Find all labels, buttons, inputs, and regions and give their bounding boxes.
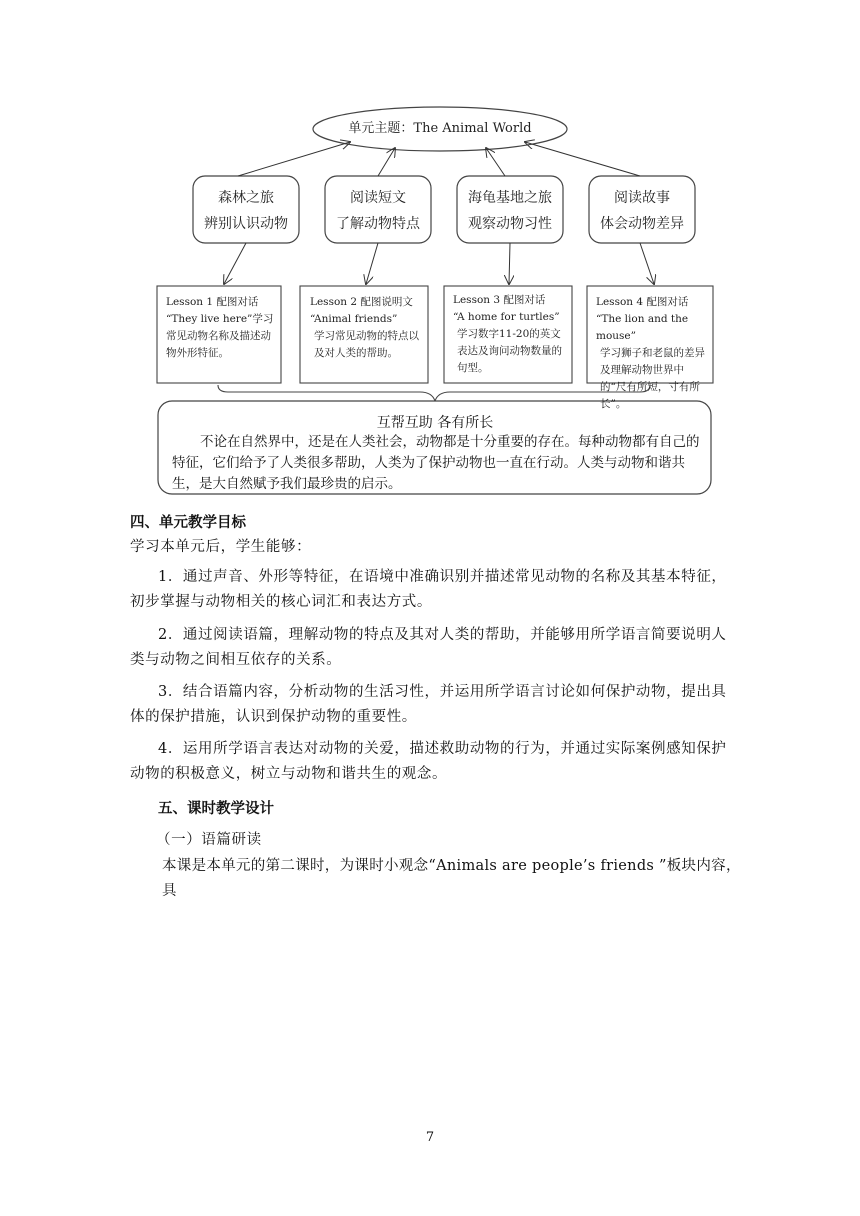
lesson-3-name: “A home for turtles”: [453, 311, 560, 323]
goal-2: 2．通过阅读语篇，理解动物的特点及其对人类的帮助，并能够用所学语言简要说明人类与动物之间相互依存的关系。: [130, 627, 727, 668]
lesson-1-title: Lesson 1 配图对话: [166, 296, 259, 308]
module-4-line1: 阅读故事: [614, 190, 670, 206]
lesson-1-text: [166, 294, 276, 362]
section4-heading: 四、单元教学目标: [130, 514, 246, 531]
lesson-4-title: Lesson 4 配图对话: [596, 296, 689, 308]
lesson-2-title: Lesson 2 配图说明文: [310, 296, 413, 308]
module-3-line1: 海龟基地之旅: [468, 190, 552, 206]
lesson-3-desc: 学习数字11-20的英文表达及询问动物数量的句型。: [457, 328, 562, 374]
module-3-line2: 观察动物习性: [468, 216, 552, 232]
lesson-4-desc: 学习狮子和老鼠的差异及理解动物世界中的“尺有所短，寸有所长”。: [600, 347, 705, 410]
goal-4: 4．运用所学语言表达对动物的关爱，描述救助动物的行为，并通过实际案例感知保护动物的积极意义，树立与动物和谐共生的观念。: [130, 741, 727, 782]
lesson-1-desc: “They live here”学习常见动物名称及描述动物外形特征。: [166, 313, 274, 359]
module-2-text: [325, 185, 431, 237]
module-4-text: [589, 185, 695, 237]
goal-3: 3．结合语篇内容，分析动物的生活习性，并运用所学语言讨论如何保护动物，提出具体的保护措施，认识到保护动物的重要性。: [130, 684, 727, 725]
grouping-brace: [218, 385, 650, 401]
module-2-line1: 阅读短文: [350, 190, 406, 206]
module-1-line1: 森林之旅: [218, 190, 274, 206]
lesson-3-text: [453, 292, 567, 377]
module-2-line2: 了解动物特点: [336, 216, 420, 232]
lesson-4-text: [596, 294, 708, 413]
section5-subheading: （一）语篇研读: [156, 832, 262, 848]
module-1-text: [193, 185, 299, 237]
lesson-3-title: Lesson 3 配图对话: [453, 294, 546, 306]
section5-text: 本课是本单元的第二课时，为课时小观念“Animals are people’s friends ”板块内容，具: [162, 858, 741, 899]
summary-body: 不论在自然界中，还是在人类社会，动物都是十分重要的存在。每种动物都有自己的特征，它们给予了人类很多帮助，人类为了保护动物也一直在行动。人类与动物和谐共生，是大自然赋予我们最珍贵的启示。: [172, 434, 700, 492]
lesson-2-desc: 学习常见动物的特点以及对人类的帮助。: [314, 330, 419, 359]
page-number: 7: [425, 1130, 435, 1145]
summary-title: 互帮互助 各有所长: [376, 415, 494, 431]
section4-intro: 学习本单元后，学生能够：: [130, 539, 312, 555]
goal-1: 1．通过声音、外形等特征，在语境中准确识别并描述常见动物的名称及其基本特征，初步掌握与动物相关的核心词汇和表达方式。: [130, 569, 727, 610]
module-3-text: [457, 185, 563, 237]
lesson-2-text: [310, 294, 422, 362]
section5-heading: 五、课时教学设计: [158, 800, 274, 817]
module-4-line2: 体会动物差异: [600, 216, 684, 232]
theme-label: 单元主题：The Animal World: [348, 121, 532, 136]
module-1-line2: 辨别认识动物: [204, 216, 288, 232]
lesson-4-name: “The lion and the mouse”: [596, 313, 689, 342]
lesson-2-name: “Animal friends”: [310, 313, 398, 325]
